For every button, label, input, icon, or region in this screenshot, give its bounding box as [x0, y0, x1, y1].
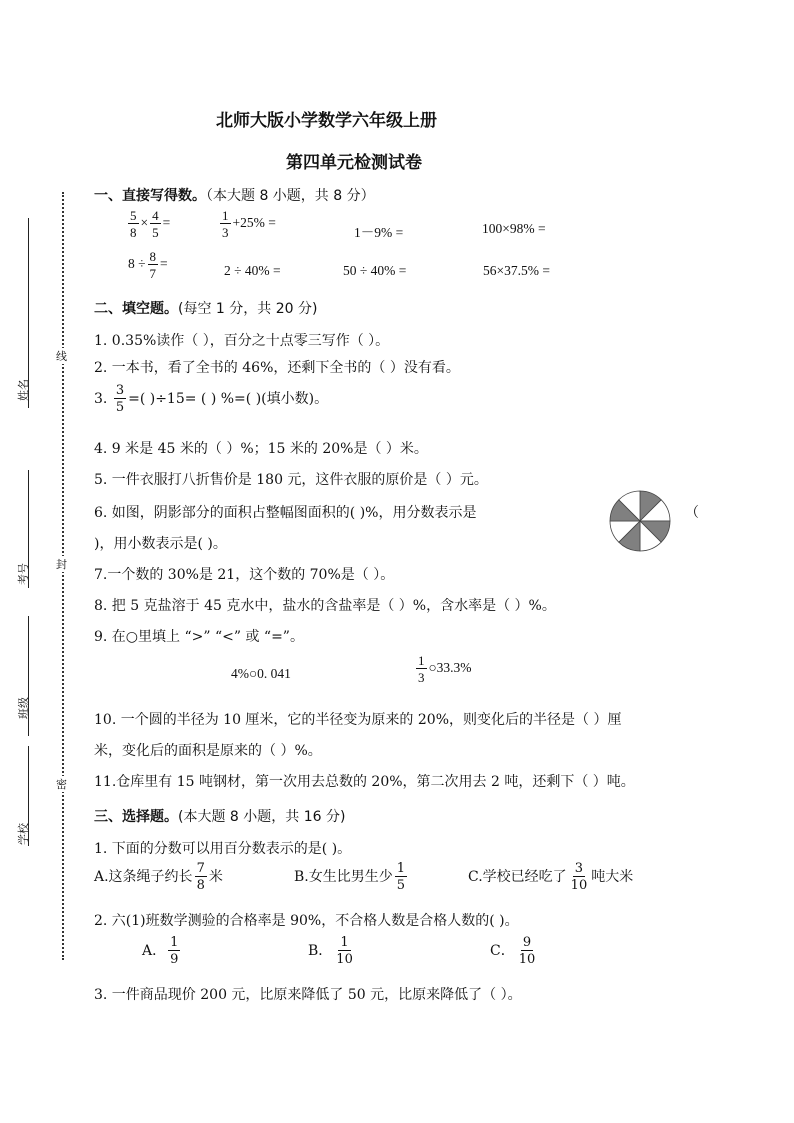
class-label: 班级	[17, 697, 30, 719]
fill-q9: 9. 在○里填上 “>” “<” 或 “=”。	[94, 629, 304, 645]
fill-q6-paren: （	[685, 505, 699, 521]
choice-q1-option-c: C.学校已经吃了 $\frac{3}{10}$ 吨大米	[468, 861, 634, 893]
fraction: $\frac{1}{3}$	[418, 653, 425, 685]
fill-q7: 7.一个数的 30%是 21，这个数的 70%是（ ）。	[94, 567, 395, 583]
fill-q6-line2: )，用小数表示是( )。	[94, 536, 227, 552]
seal-word-seal: 封	[56, 558, 67, 571]
choice-q2: 2. 六(1)班数学测验的合格率是 90%，不合格人数是合格人数的( )。	[94, 913, 519, 929]
choice-q2-option-b: B． $\frac{1}{10}$	[308, 935, 353, 967]
exam-number-label: 考号	[17, 563, 30, 585]
fraction: $\frac{4}{5}$	[152, 208, 159, 240]
page-title: 北师大版小学数学六年级上册	[216, 111, 437, 131]
section1-title: 一、直接写得数。	[94, 188, 206, 204]
page-subtitle: 第四单元检测试卷	[286, 153, 422, 173]
section3-note: (本大题 8 小题，共 16 分)	[178, 809, 346, 825]
fraction: $\frac{5}{8}$	[130, 208, 137, 240]
calc-r2c3: 50 ÷ 40% =	[343, 263, 407, 278]
fill-q3: 3. $\frac{3}{5}$ =( )÷15= ( ) %=( )(填小数)。	[94, 383, 329, 415]
seal-word-line: 线	[56, 350, 67, 363]
name-label: 姓名	[17, 379, 30, 401]
seal-word-close: 密	[56, 778, 67, 791]
section1-note: （本大题 8 小题，共 8 分）	[206, 188, 375, 204]
calc-r1c4: 100×98% =	[482, 221, 546, 236]
choice-q1-option-a: A.这条绳子约长 $\frac{7}{8}$ 米	[94, 861, 223, 893]
fraction: $\frac{1}{10}$	[336, 935, 353, 967]
fraction: $\frac{1}{9}$	[170, 935, 179, 967]
fill-q6-line1: 6. 如图，阴影部分的面积占整幅图面积的( )%，用分数表示是	[94, 505, 477, 521]
choice-q1-option-b: B.女生比男生少 $\frac{1}{5}$	[294, 861, 406, 893]
choice-q1: 1. 下面的分数可以用百分数表示的是( )。	[94, 841, 352, 857]
calc-r1c2: $\frac{1}{3}$ +25% =	[222, 208, 276, 240]
pie-figure	[608, 489, 672, 553]
choice-q2-option-c: C． $\frac{9}{10}$	[490, 935, 536, 967]
fraction: $\frac{8}{7}$	[149, 249, 157, 281]
section3-title: 三、选择题。	[94, 809, 178, 825]
choice-q3: 3. 一件商品现价 200 元，比原来降低了 50 元，比原来降低了（ ）。	[94, 987, 522, 1003]
compare-a: 4%○0. 041	[231, 666, 291, 681]
fill-q8: 8. 把 5 克盐溶于 45 克水中，盐水的含盐率是（ ）%，含水率是（ ）%。	[94, 598, 556, 614]
seal-dotted-line	[62, 192, 64, 960]
choice-q2-option-a: A． $\frac{1}{9}$	[142, 935, 179, 967]
calc-r1c3: 1－9% =	[354, 225, 404, 240]
fill-q5: 5. 一件衣服打八折售价是 180 元，这件衣服的原价是（ ）元。	[94, 472, 488, 488]
fill-q1: 1. 0.35%读作（ ），百分之十点零三写作（ ）。	[94, 333, 390, 349]
calc-r1c1: $\frac{5}{8}$ × $\frac{4}{5}$ =	[130, 208, 171, 240]
section3-heading	[94, 806, 345, 826]
school-label: 学校	[17, 823, 30, 845]
fraction: $\frac{3}{5}$	[115, 383, 125, 415]
calc-r2c2: 2 ÷ 40% =	[224, 263, 281, 278]
fill-q10-line1: 10. 一个圆的半径为 10 厘米，它的半径变为原来的 20%，则变化后的半径是（ ）厘	[94, 712, 622, 728]
fill-q11: 11.仓库里有 15 吨钢材，第一次用去总数的 20%，第二次用去 2 吨，还剩下（ ）吨。	[94, 774, 635, 790]
section2-heading	[94, 298, 317, 318]
section2-note: (每空 1 分，共 20 分)	[178, 301, 318, 317]
calc-r2c1: 8 ÷ $\frac{8}{7}$ =	[128, 249, 168, 281]
fill-q4: 4. 9 米是 45 米的（ ）%；15 米的 20%是（ ）米。	[94, 441, 428, 457]
fill-q10-line2: 米，变化后的面积是原来的（ ）%。	[94, 743, 322, 759]
compare-b: $\frac{1}{3}$ ○33.3%	[418, 653, 472, 685]
fill-q2: 2. 一本书，看了全书的 46%，还剩下全书的（ ）没有看。	[94, 360, 460, 376]
fraction: $\frac{7}{8}$	[196, 861, 205, 893]
fraction: $\frac{1}{3}$	[222, 208, 229, 240]
calc-r2c4: 56×37.5% =	[483, 263, 550, 278]
section1-heading	[94, 185, 375, 205]
fraction: $\frac{3}{10}$	[570, 861, 588, 893]
fraction: $\frac{1}{5}$	[396, 861, 406, 893]
section2-title: 二、填空题。	[94, 301, 178, 317]
fraction: $\frac{9}{10}$	[518, 935, 536, 967]
